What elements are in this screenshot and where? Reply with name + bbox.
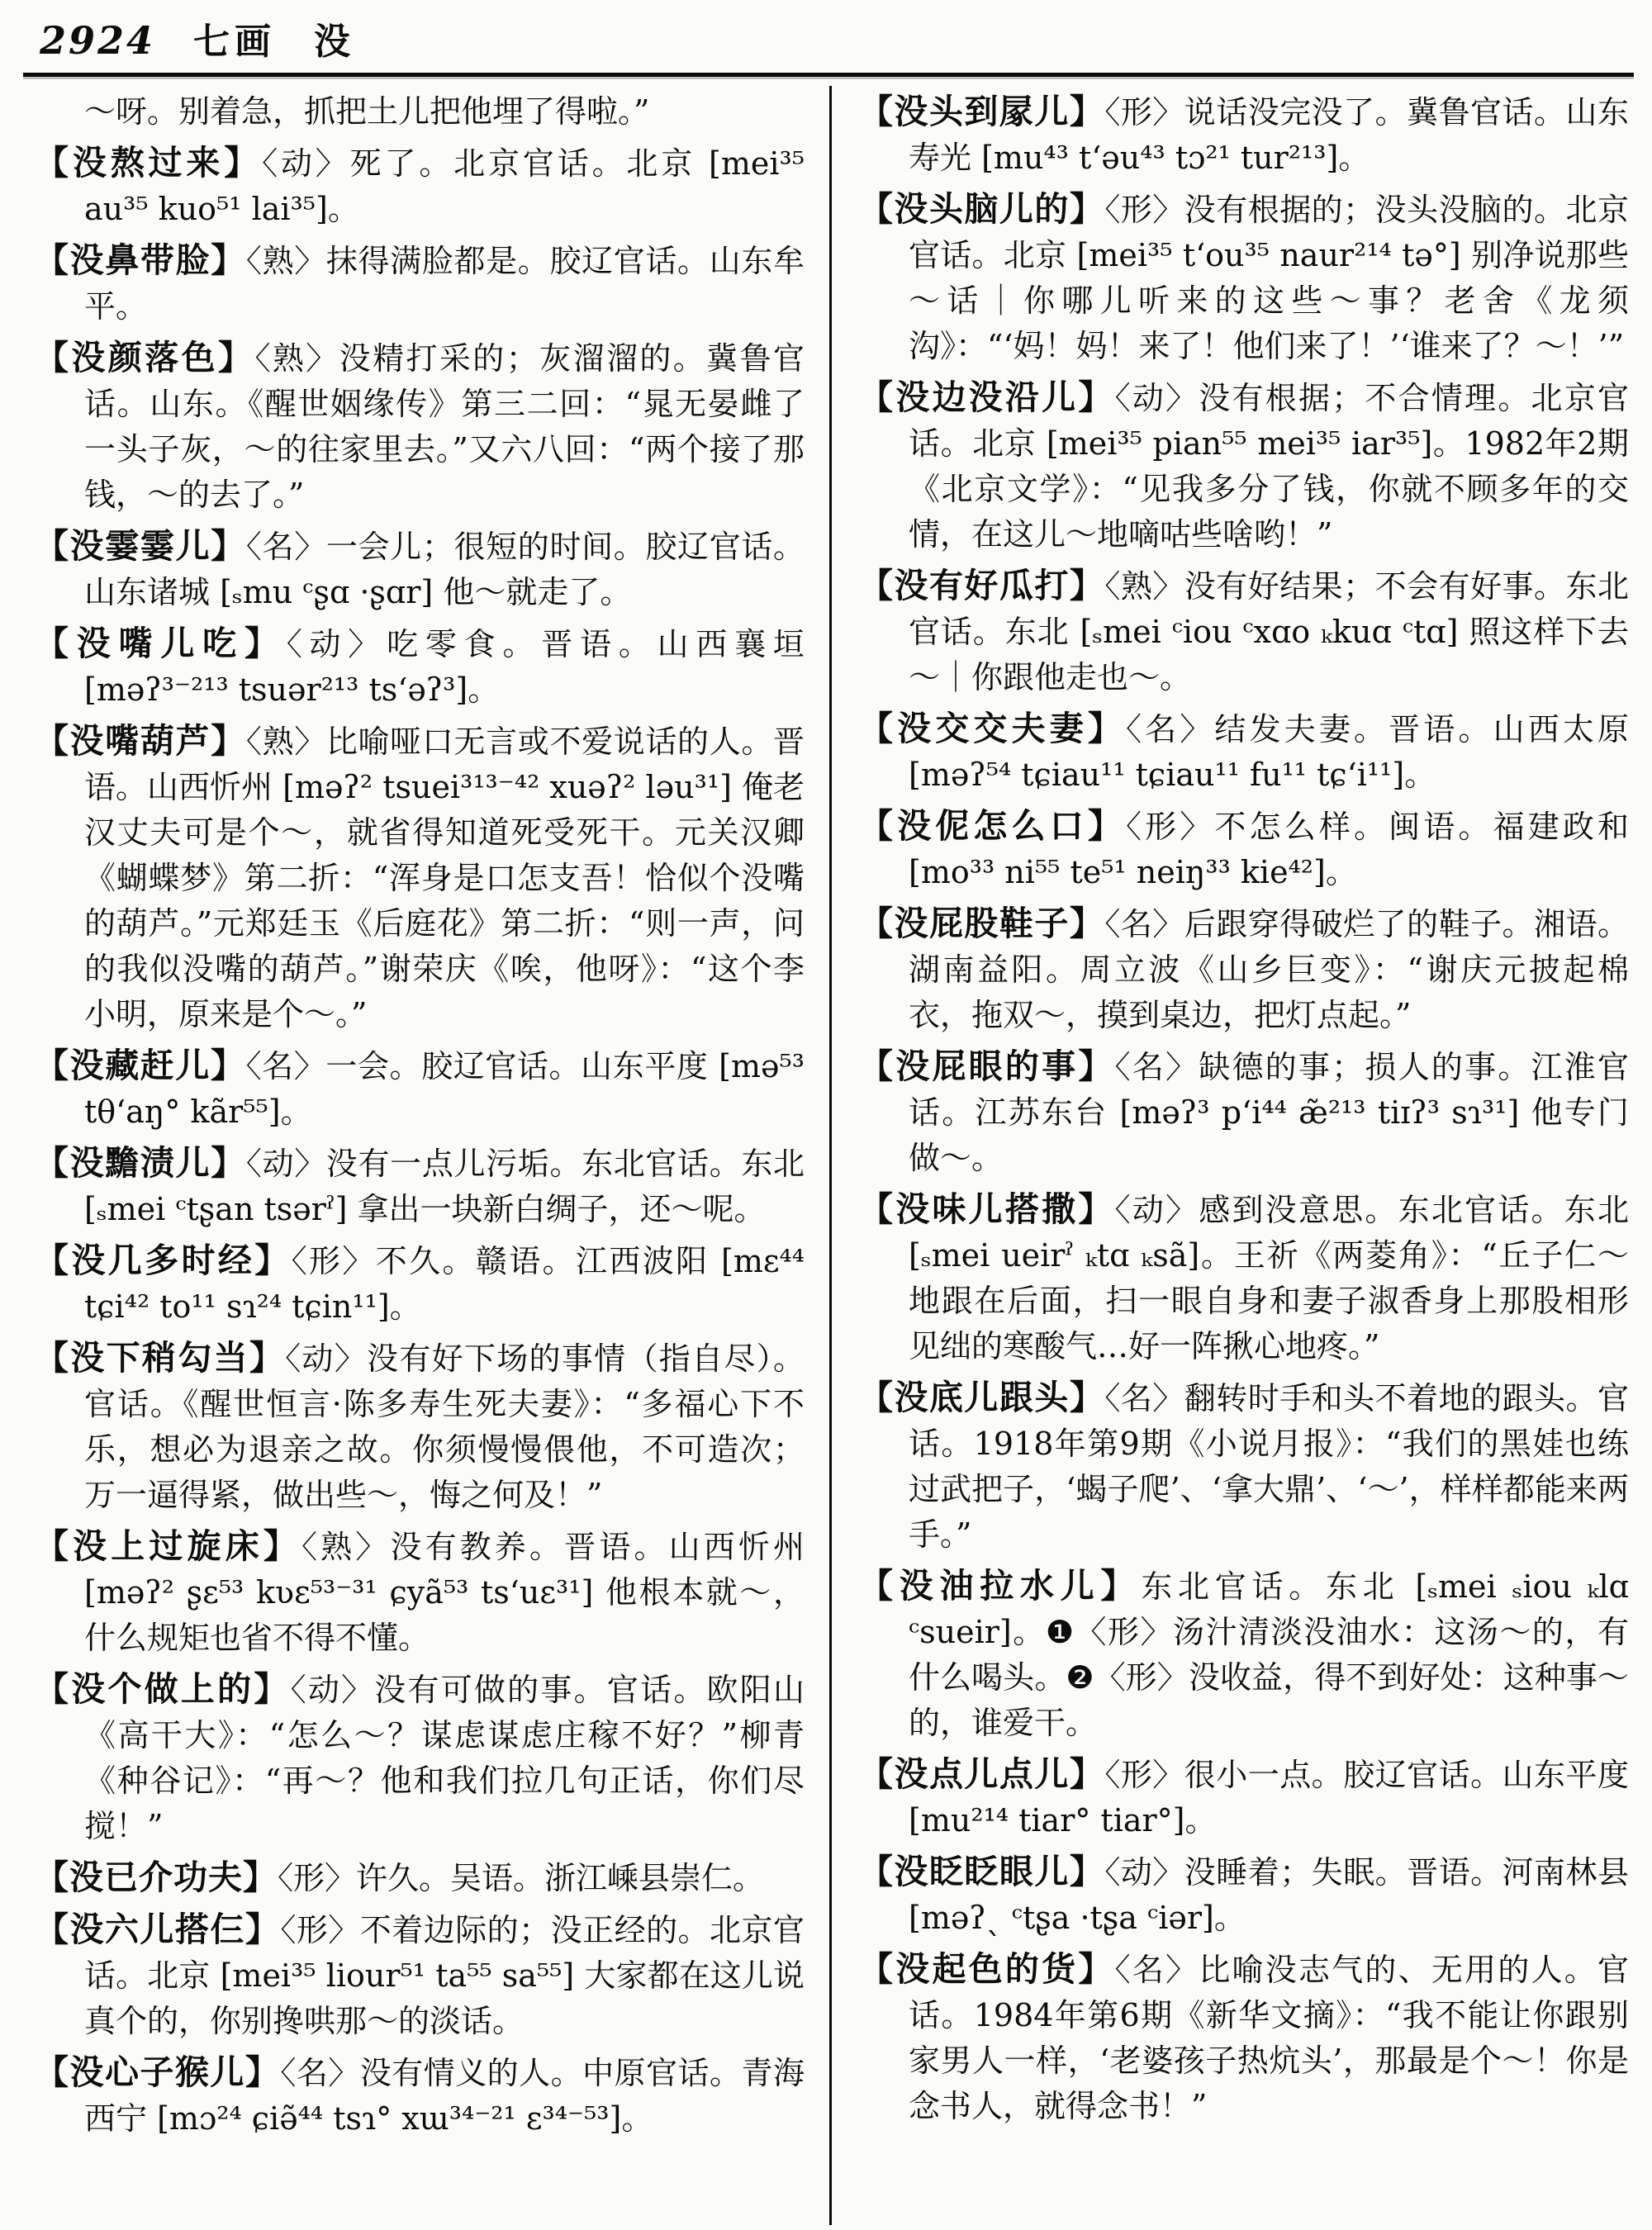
- entry-body: 〈形〉不着边际的；没正经的。北京官话。北京 [mei³⁵ liour⁵¹ ta⁵⁵ sa⁵⁵] 大家都在这儿说真个的，你别搀哄那～的淡话。: [84, 1912, 805, 2039]
- dictionary-entry: [859, 375, 1629, 558]
- dictionary-entry: [35, 1524, 805, 1661]
- entry-headword: 【没伲怎么口】: [859, 806, 1126, 846]
- entry-body: 〈名〉缺德的事；损人的事。江淮官话。江苏东台 [məʔ³ pʻi⁴⁴ æ̃²¹³ tiɪʔ³ sɿ³¹] 他专门做～。: [909, 1049, 1629, 1176]
- dictionary-entry: [35, 238, 805, 330]
- stroke-section-label: 七画: [193, 21, 277, 63]
- entry-headword: 【没边没沿儿】: [859, 377, 1115, 417]
- entry-headword: 【没黵渍儿】: [35, 1143, 246, 1183]
- entry-body: 〈动〉没有可做的事。官话。欧阳山《高干大》：“怎么～？谋虑谋虑庄稼不好？”柳青《种谷记》：“再～？他和我们拉几句正话，你们尽搅！”: [84, 1672, 805, 1844]
- entry-headword: 【没屁股鞋子】: [859, 904, 1105, 943]
- dictionary-entry: [859, 901, 1629, 1038]
- entry-body: 〈熟〉没精打采的；灰溜溜的。冀鲁官话。山东。《醒世姻缘传》第三二回：“晁无晏雌了一头子灰，～的往家里去。”又六八回：“两个接了那钱，～的去了。”: [84, 340, 805, 513]
- entry-body: 东北官话。东北 [ₛmei ₛiou ₖlɑ ᶜsueir]。❶〈形〉汤汁清淡没油水：这汤～的，有什么喝头。❷〈形〉没收益，得不到好处：这种事～的，谁爱干。: [909, 1568, 1630, 1741]
- entry-body: 〈动〉没有好下场的事情（指自尽）。官话。《醒世恒言·陈多寿生死夫妻》：“多福心下不乐，想必为退亲之故。你须慢慢偎他，不可造次；万一逼得紧，做出些～，悔之何及！”: [84, 1340, 805, 1513]
- entry-body: ～呀。别着急，抓把土儿把他埋了得啦。”: [84, 93, 650, 130]
- page-header: [40, 12, 350, 64]
- dictionary-entry: [859, 1375, 1629, 1558]
- entry-body: 〈熟〉抹得满脸都是。胶辽官话。山东牟平。: [84, 243, 805, 325]
- dictionary-entry: [35, 524, 805, 615]
- dictionary-entry: [859, 1752, 1629, 1843]
- entry-body: 〈熟〉比喻哑口无言或不爱说话的人。晋语。山西忻州 [məʔ² tsuei³¹³⁻⁴² xuəʔ² ləu³¹] 俺老汉丈夫可是个～，就省得知道死受死干。元关汉卿《蝴蝶梦》第二折：“浑身是口怎支吾！恰似个没嘴的葫芦。”元郑廷玉《后庭花》第二折：“则一声，问的我似没嘴的葫芦。”谢荣庆《唉，他呀》：“这个李小明，原来是个～。”: [84, 724, 805, 1032]
- entry-headword: 【没油拉水儿】: [859, 1566, 1142, 1606]
- entry-headword: 【没鼻带脸】: [35, 240, 246, 280]
- dictionary-entry: [35, 2050, 805, 2142]
- dictionary-entry: [35, 1855, 805, 1901]
- two-column-text: [35, 89, 1629, 2147]
- entry-body: 〈动〉没有根据；不合情理。北京官话。北京 [mei³⁵ pian⁵⁵ mei³⁵ iar³⁵]。1982年2期《北京文学》：“见我多分了钱，你就不顾多年的交情，在这儿～地嘀咕些啥哟！”: [909, 380, 1629, 553]
- dictionary-entry: [859, 706, 1629, 798]
- entry-headword: 【没霎霎儿】: [35, 526, 246, 566]
- dictionary-entry: [859, 187, 1629, 369]
- entry-headword: 【没有好瓜打】: [859, 566, 1105, 605]
- page-number: 2924: [40, 18, 156, 63]
- dictionary-entry: [859, 563, 1629, 700]
- dictionary-entry: [859, 1849, 1629, 1941]
- entry-headword: 【没几多时经】: [35, 1241, 292, 1280]
- entry-headword: 【没起色的货】: [859, 1949, 1115, 1989]
- dictionary-entry: [859, 1563, 1629, 1746]
- entry-body: 〈名〉一会儿；很短的时间。胶辽官话。山东诸城 [ₛmu ᶜʂɑ ·ʂɑr] 他～就走了。: [84, 529, 805, 610]
- dictionary-entry: [35, 621, 805, 713]
- entry-headword: 【没嘴葫芦】: [35, 721, 246, 761]
- entry-headword: 【没六儿搭仨】: [35, 1910, 281, 1949]
- entry-headword: 【没眨眨眼儿】: [859, 1852, 1105, 1891]
- entry-body: 〈名〉翻转时手和头不着地的跟头。官话。1918年第9期《小说月报》：“我们的黑娃也练过武把子，‘蝎子爬’、‘拿大鼎’、‘～’，样样都能来两手。”: [909, 1380, 1629, 1553]
- dictionary-entry: [859, 1044, 1629, 1181]
- entry-body: 〈形〉很小一点。胶辽官话。山东平度 [mu²¹⁴ tiar° tiar°]。: [909, 1757, 1629, 1839]
- entry-body: 〈熟〉没有教养。晋语。山西忻州 [məʔ² ʂɛ⁵³ kʋɛ⁵³⁻³¹ ɕyã⁵³ tsʻuɛ³¹] 他根本就～，什么规矩也省不得不懂。: [84, 1529, 805, 1656]
- entry-body: 〈形〉没有根据的；没头没脑的。北京官话。北京 [mei³⁵ tʻou³⁵ naur²¹⁴ tə°] 别净说那些～话｜你哪儿听来的这些～事？老舍《龙须沟》：“‘妈！妈！来了！他们来了！’‘谁来了？～！’”: [909, 192, 1629, 364]
- entry-body: 〈名〉后跟穿得破烂了的鞋子。湘语。湖南益阳。周立波《山乡巨变》：“谢庆元披起棉衣，拖双～，摸到桌边，把灯点起。”: [909, 906, 1629, 1033]
- entry-headword: 【没心子猴儿】: [35, 2052, 281, 2092]
- entry-headword: 【没个做上的】: [35, 1669, 291, 1709]
- entry-body: 〈动〉吃零食。晋语。山西襄垣 [məʔ³⁻²¹³ tsuər²¹³ tsʻəʔ³]。: [84, 626, 805, 708]
- dictionary-entry: [859, 89, 1629, 181]
- dictionary-entry: [859, 1947, 1629, 2129]
- dictionary-entry: [35, 1667, 805, 1849]
- dictionary-entry: [35, 1141, 805, 1232]
- right-column: [859, 89, 1629, 2147]
- entry-headword: 【没头脑儿的】: [859, 189, 1105, 229]
- entry-body: 〈形〉许久。吴语。浙江嵊县崇仁。: [278, 1860, 765, 1896]
- entry-headword: 【没头到㞘儿】: [859, 92, 1105, 131]
- entry-headword: 【没熬过来】: [35, 143, 263, 183]
- entry-headword: 【没底儿跟头】: [859, 1378, 1105, 1417]
- entry-headword: 【没屁眼的事】: [859, 1046, 1115, 1086]
- entry-body: 〈动〉感到没意思。东北官话。东北 [ₛmei ueirˀ ₖtɑ ₖsã]。王祈《两菱角》：“丘子仁～地跟在后面，扫一眼自身和妻子淑香身上那股相形见绌的寒酸气…好一阵揪心地疼。”: [909, 1192, 1629, 1364]
- entry-body: 〈动〉没有一点儿污垢。东北官话。东北 [ₛmei ᶜtʂan tsərˀ] 拿出一块新白绸子，还～呢。: [84, 1146, 805, 1227]
- dictionary-entry: [35, 1238, 805, 1330]
- dictionary-entry: [859, 804, 1629, 895]
- entry-headword: 【没颜落色】: [35, 338, 255, 377]
- entry-body: 〈熟〉没有好结果；不会有好事。东北官话。东北 [ₛmei ᶜiou ᶜxɑo ₖkuɑ ᶜtɑ] 照这样下去～｜你跟他走也～。: [909, 568, 1629, 695]
- dictionary-entry: [859, 1187, 1629, 1369]
- header-rule: [23, 73, 1634, 77]
- entry-body: 〈名〉结发夫妻。晋语。山西太原 [məʔ⁵⁴ tɕiau¹¹ tɕiau¹¹ fu¹¹ tɕʻi¹¹]。: [909, 711, 1629, 793]
- dictionary-entry: [35, 140, 805, 232]
- entry-headword: 【没上过旋床】: [35, 1526, 301, 1566]
- entry-headword: 【没点儿点儿】: [859, 1754, 1105, 1794]
- dictionary-entry: [35, 335, 805, 518]
- entry-headword: 【没下稍勾当】: [35, 1338, 286, 1378]
- dictionary-entry: [35, 1336, 805, 1518]
- dictionary-entry: [35, 719, 805, 1037]
- entry-body: 〈名〉一会。胶辽官话。山东平度 [mə⁵³ tθʻaŋ° kãr⁵⁵]。: [84, 1048, 805, 1130]
- dictionary-entry: [35, 1907, 805, 2044]
- entry-body: 〈动〉没睡着；失眠。晋语。河南林县 [məʔˎ ᶜtʂa ·tʂa ᶜiər]。: [909, 1854, 1629, 1936]
- entry-headword: 【没已介功夫】: [35, 1858, 278, 1897]
- entry-headword: 【没味儿搭撒】: [859, 1189, 1115, 1229]
- entry-headword: 【没交交夫妻】: [859, 709, 1126, 748]
- entry-continuation: [35, 89, 805, 135]
- entry-headword: 【没藏赶儿】: [35, 1046, 246, 1085]
- entry-body: 〈形〉不久。赣语。江西波阳 [mɛ⁴⁴ tɕi⁴² to¹¹ sɿ²⁴ tɕin¹¹]。: [84, 1243, 805, 1325]
- entry-body: 〈名〉没有情义的人。中原官话。青海西宁 [mɔ²⁴ ɕiə̃⁴⁴ tsɿ° xɯ³⁴⁻²¹ ɛ³⁴⁻⁵³]。: [84, 2055, 805, 2137]
- entry-body: 〈形〉不怎么样。闽语。福建政和 [mo³³ ni⁵⁵ te⁵¹ neiŋ³³ kie⁴²]。: [909, 809, 1629, 890]
- entry-body: 〈动〉死了。北京官话。北京 [mei³⁵ au³⁵ kuo⁵¹ lai³⁵]。: [84, 145, 805, 227]
- left-column: [35, 89, 805, 2147]
- entry-body: 〈名〉比喻没志气的、无用的人。官话。1984年第6期《新华文摘》：“我不能让你跟别家男人一样，‘老婆孩子热炕头’，那最是个～！你是念书人，就得念书！”: [909, 1952, 1629, 2124]
- entry-headword: 【没嘴儿吃】: [35, 624, 287, 663]
- dictionary-entry: [35, 1043, 805, 1135]
- entry-body: 〈形〉说话没完没了。冀鲁官话。山东寿光 [mu⁴³ tʻəu⁴³ tɔ²¹ tur²¹³]。: [909, 94, 1629, 176]
- head-character: 没: [314, 21, 351, 63]
